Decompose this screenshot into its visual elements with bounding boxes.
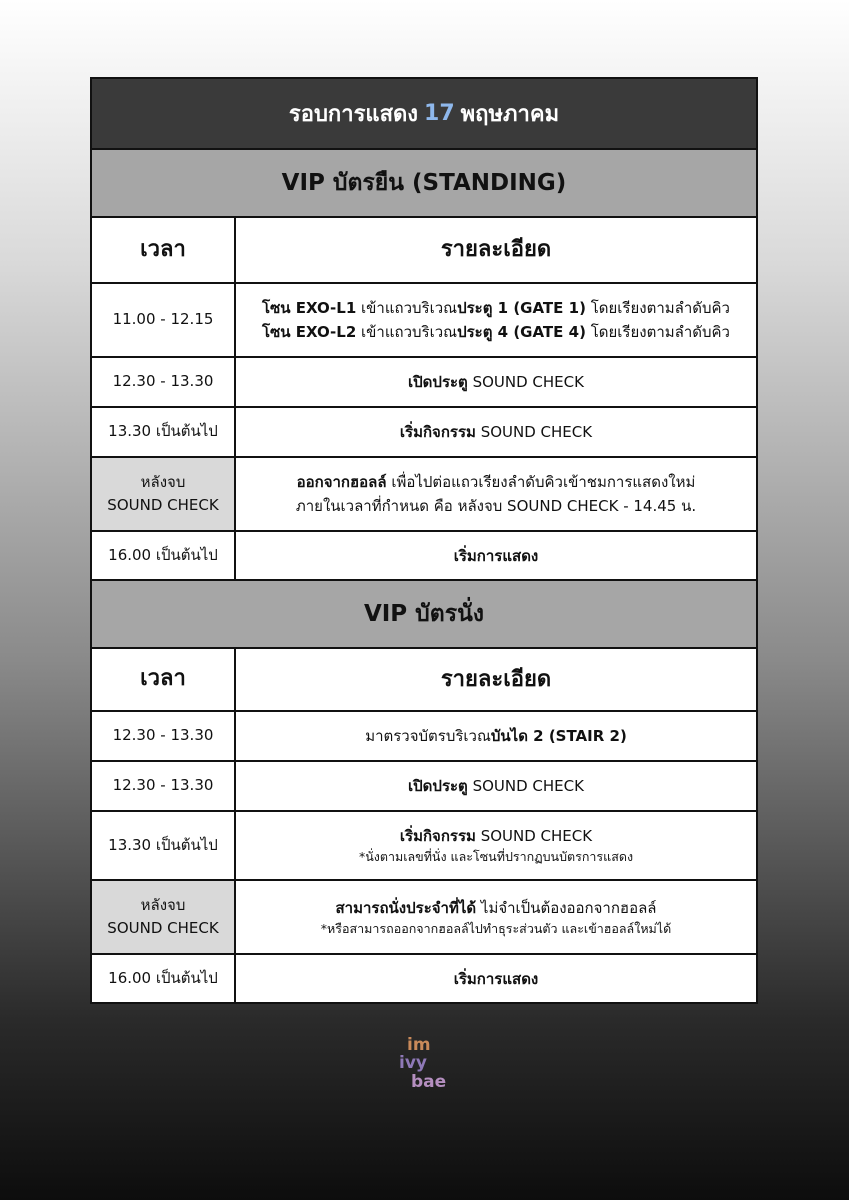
- header-detail: รายละเอียด: [440, 666, 552, 692]
- standing-header-row: [92, 216, 756, 282]
- table-row: 11.00 - 12.15 โซน EXO-L1 เข้าแถวบริเวณประตู 1 (GATE 1) โดยเรียงตามลำดับคิว โซน EXO-L2 เข้าแถวบริเวณประตู 4 (GATE 4) โดยเรียงตามลำดับคิว: [92, 282, 756, 356]
- header-time: เวลา: [92, 218, 236, 282]
- table-row: 16.00 เป็นต้นไป เริ่มการแสดง: [92, 953, 756, 1002]
- section-seated-title: VIP บัตรนั่ง: [92, 579, 756, 647]
- header-detail: รายละเอียด: [440, 237, 552, 263]
- seated-header-row: [92, 647, 756, 710]
- section-standing-title: VIP บัตรยืน (STANDING): [92, 148, 756, 216]
- table-row: 16.00 เป็นต้นไป เริ่มการแสดง: [92, 530, 756, 579]
- watermark-logo: im ivy bae: [399, 1035, 447, 1092]
- table-row: 13.30 เป็นต้นไป เริ่มกิจกรรม SOUND CHECK: [92, 406, 756, 456]
- schedule-table: [90, 77, 758, 1004]
- table-title: รอบการแสดง 17 พฤษภาคม: [92, 79, 756, 148]
- table-row: หลังจบ SOUND CHECK ออกจากฮอลล์ เพื่อไปต่อแถวเรียงลำดับคิวเข้าชมการแสดงใหม่ ภายในเวลาที่กำหนด คือ หลังจบ SOUND CHECK - 14.45 น.: [92, 456, 756, 530]
- table-row: 13.30 เป็นต้นไป เริ่มกิจกรรม SOUND CHECK *นั่งตามเลขที่นั่ง และโซนที่ปรากฏบนบัตรการแสดง: [92, 810, 756, 879]
- table-row: 12.30 - 13.30 เปิดประตู SOUND CHECK: [92, 356, 756, 406]
- table-row: หลังจบ SOUND CHECK สามารถนั่งประจำที่ได้ ไม่จำเป็นต้องออกจากฮอลล์ *หรือสามารถออกจากฮอลล์ไปทำธุระส่วนตัว และเข้าฮอลล์ใหม่ได้: [92, 879, 756, 953]
- header-time: เวลา: [92, 649, 236, 710]
- table-row: 12.30 - 13.30 เปิดประตู SOUND CHECK: [92, 760, 756, 810]
- title-date: 17: [424, 101, 455, 126]
- table-row: 12.30 - 13.30 มาตรวจบัตรบริเวณบันได 2 (STAIR 2): [92, 710, 756, 760]
